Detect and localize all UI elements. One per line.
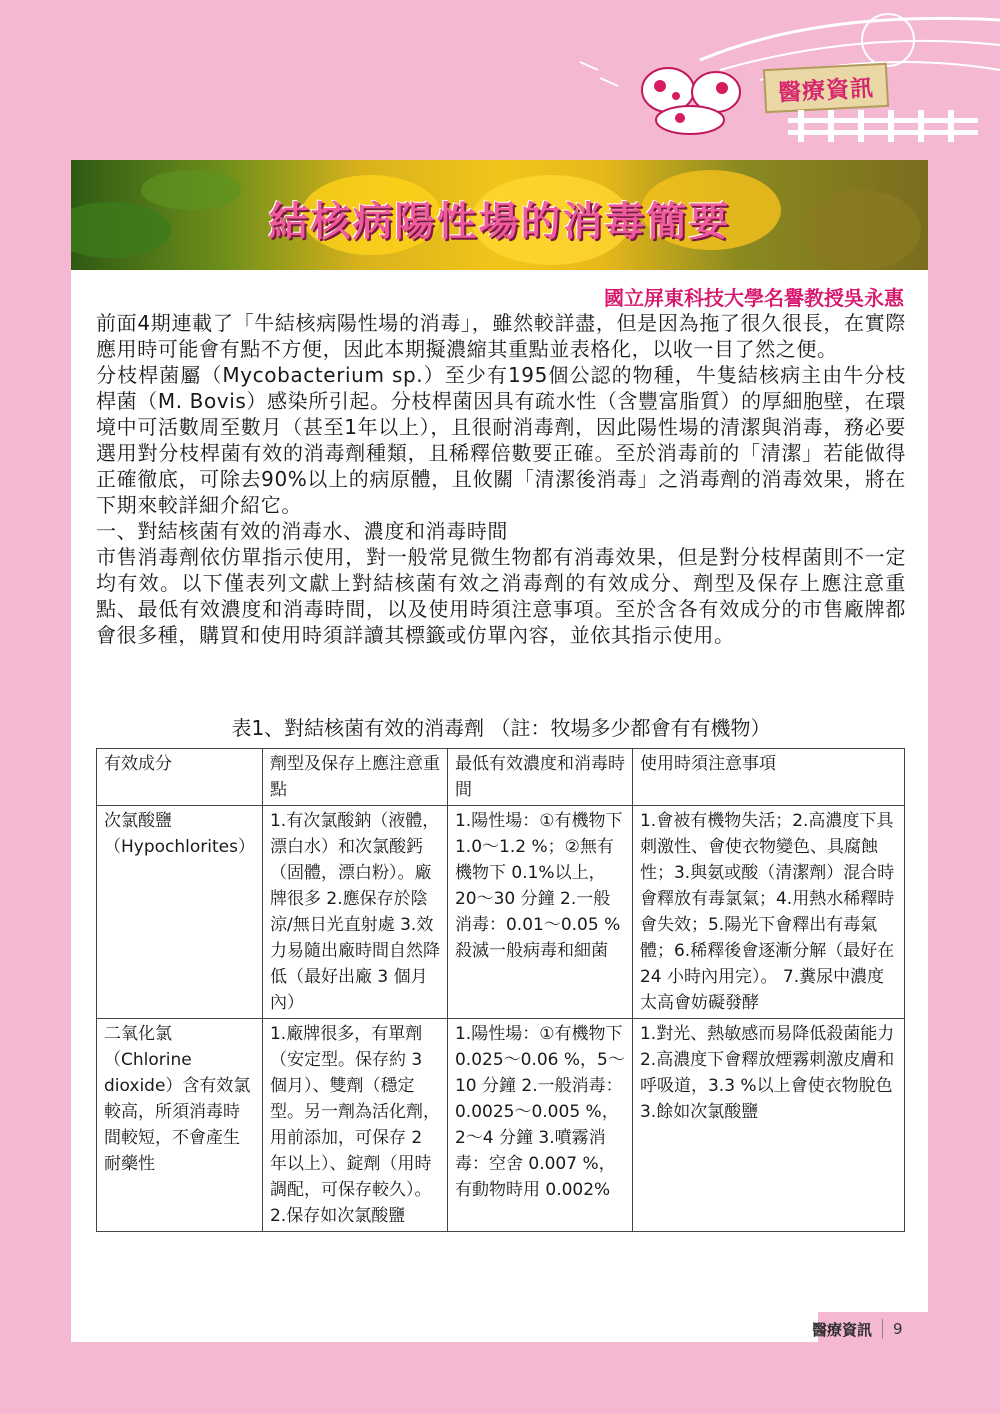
table-cell: 1.陽性場：①有機物下 0.025～0.06 %，5～10 分鐘 2.一般消毒：0.0025～0.005 %，2～4 分鐘 3.噴霧消毒：空舍 0.007 %，有動物時用 0.002% xyxy=(447,1019,632,1232)
table-caption: 表1、對結核菌有效的消毒劑 （註：牧場多少都會有有機物） xyxy=(231,716,771,740)
table-header-cell: 劑型及保存上應注意重點 xyxy=(262,749,447,806)
article-title: 結核病陽性場的消毒簡要 xyxy=(268,199,731,245)
cow-icon xyxy=(642,68,740,134)
section-badge: 醫療資訊 xyxy=(763,63,889,113)
paragraph: 前面4期連載了「牛結核病陽性場的消毒」，雖然較詳盡，但是因為拖了很久很長，在實際應用時可能會有點不方便，因此本期擬濃縮其重點並表格化，以收一目了然之便。 xyxy=(96,311,906,361)
dragonfly-icon xyxy=(580,62,618,86)
disinfectant-table xyxy=(96,748,905,1232)
page-footer xyxy=(812,1316,903,1342)
footer-divider xyxy=(882,1319,883,1339)
table-header-row xyxy=(97,749,905,806)
table-cell: 1.會被有機物失活；2.高濃度下具刺激性、會使衣物變色、具腐蝕性；3.與氨或酸（清潔劑）混合時會釋放有毒氯氣；4.用熱水稀釋時會失效；5.陽光下會釋出有毒氣體；6.稀釋後會逐漸分解（最好在 24 小時內用完）。 7.糞尿中濃度太高會妨礙發酵 xyxy=(632,806,904,1019)
article-body xyxy=(96,310,906,648)
table-row xyxy=(97,1019,905,1232)
title-banner xyxy=(71,160,928,270)
table-cell: 二氧化氯（Chlorine dioxide）含有效氯較高，所須消毒時間較短，不會產生耐藥性 xyxy=(97,1019,263,1232)
paragraph: 分枝桿菌屬（Mycobacterium sp.）至少有195個公認的物種，牛隻結核病主由牛分枝桿菌（M. Bovis）感染所引起。分枝桿菌因具有疏水性（含豐富脂質）的厚細胞壁，在環境中可活數周至數月（甚至1年以上），且很耐消毒劑，因此陽性場的清潔與消毒，務必要選用對分枝桿菌有效的消毒劑種類，且稀釋倍數要正確。至於消毒前的「清潔」若能做得正確徹底，可除去90%以上的病原體，且攸關「清潔後消毒」之消毒劑的消毒效果，將在下期來較詳細介紹它。 xyxy=(96,363,906,517)
fence-icon xyxy=(788,108,978,144)
table-cell: 1.廠牌很多，有單劑（安定型。保存約 3 個月）、雙劑（穩定型。另一劑為活化劑，用前添加，可保存 2 年以上）、錠劑（用時調配，可保存較久）。2.保存如次氯酸鹽 xyxy=(262,1019,447,1232)
author-line: 國立屏東科技大學名譽教授吳永惠 xyxy=(604,286,904,310)
table-cell: 1.有次氯酸鈉（液體，漂白水）和次氯酸鈣（固體，漂白粉）。廠牌很多 2.應保存於陰涼/無日光直射處 3.效力易隨出廠時間自然降低（最好出廠 3 個月內） xyxy=(262,806,447,1019)
footer-section-label: 醫療資訊 xyxy=(812,1320,873,1339)
table-header-cell: 最低有效濃度和消毒時間 xyxy=(447,749,632,806)
table-cell: 1.對光、熱敏感而易降低殺菌能力 2.高濃度下會釋放煙霧刺激皮膚和呼吸道，3.3 %以上會使衣物脫色 3.餘如次氯酸鹽 xyxy=(632,1019,904,1232)
table-cell: 次氯酸鹽（Hypochlorites） xyxy=(97,806,263,1019)
table-cell: 1.陽性場：①有機物下 1.0～1.2 %；②無有機物下 0.1%以上，20～30 分鐘 2.一般消毒：0.01～0.05 %殺滅一般病毒和細菌 xyxy=(447,806,632,1019)
paragraph: 市售消毒劑依仿單指示使用，對一般常見微生物都有消毒效果，但是對分枝桿菌則不一定均有效。以下僅表列文獻上對結核菌有效之消毒劑的有效成分、劑型及保存上應注意重點、最低有效濃度和消毒時間，以及使用時須注意事項。至於含各有效成分的市售廠牌都會很多種，購買和使用時須詳讀其標籤或仿單內容，並依其指示使用。 xyxy=(96,545,906,647)
table-header-cell: 有效成分 xyxy=(97,749,263,806)
section-heading: 一、對結核菌有效的消毒水、濃度和消毒時間 xyxy=(96,519,508,543)
table-header-cell: 使用時須注意事項 xyxy=(632,749,904,806)
table-row xyxy=(97,806,905,1019)
page-number: 9 xyxy=(893,1320,903,1338)
